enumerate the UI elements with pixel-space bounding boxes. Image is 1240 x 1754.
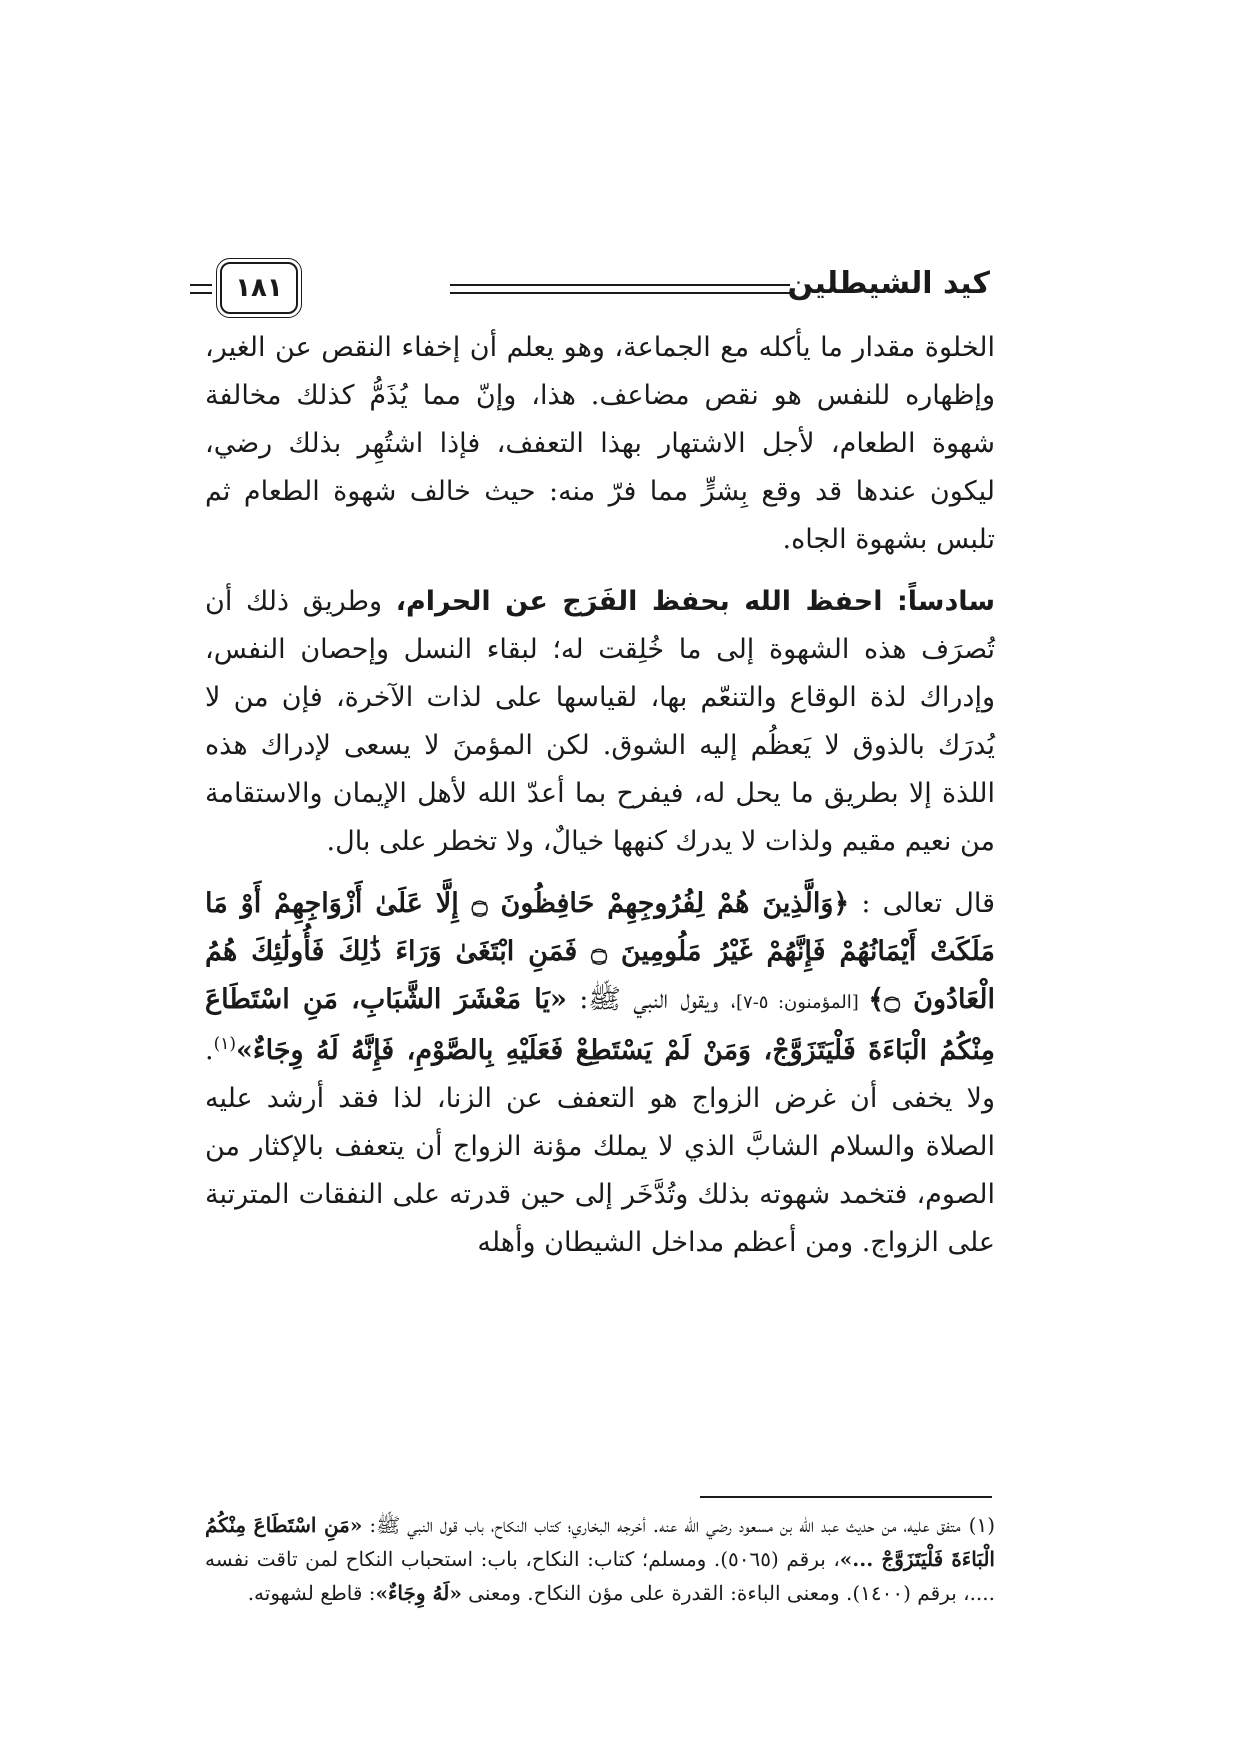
page-number: ١٨١	[220, 262, 298, 314]
footnote-quote-2: «لَهُ وِجَاءٌ»	[375, 1581, 462, 1605]
header-rule-left	[190, 284, 212, 294]
running-title: كيد الشيطلين	[787, 266, 990, 301]
footnote-number: (١)	[968, 1513, 996, 1537]
hadith-intro: ، ويقول النبي ﷺ:	[566, 984, 736, 1015]
hadith-text: «يَا مَعْشَرَ الشَّبَابِ، مَنِ اسْتَطَاعَ مِنْكُمُ الْبَاءَةَ فَلْيَتَزَوَّجْ، وَمَنْ لَمْ يَسْتَطِعْ فَعَلَيْهِ بِالصَّوْمِ، فَإِنَّهُ لَهُ وِجَاءٌ»	[205, 984, 995, 1066]
footnote-text-2: ، برقم (٥٠٦٥). ومسلم؛ كتاب: النكاح، باب: استحباب النكاح لمن تاقت نفسه ....، برقم (١٤٠٠). ومعنى الباءة: القدرة على مؤن النكاح. ومعنى	[205, 1547, 995, 1605]
paragraph-2	[205, 578, 995, 866]
paragraph-1: الخلوة مقدار ما يأكله مع الجماعة، وهو يعلم أن إخفاء النقص عن الغير، وإظهاره للنفس هو نقص مضاعف. هذا، وإنّ مما يُذَمُّ كذلك مخالفة شهوة الطعام، لأجل الاشتهار بهذا التعفف، فإذا اشتُهِر بذلك رضي، ليكون عندها قد وقع بِشرٍّ مما فرّ منه: حيث خالف شهوة الطعام ثم تلبس بشهوة الجاه.	[205, 332, 995, 555]
quran-intro: قال تعالى :	[849, 888, 996, 919]
section-heading: سادساً: احفظ الله بحفظ الفَرَج عن الحرام،	[395, 586, 995, 617]
footnote-text-3: : قاطع لشهوته.	[247, 1581, 376, 1605]
paragraph-3-text: . ولا يخفى أن غرض الزواج هو التعفف عن الزنا، لذا فقد أرشد عليه الصلاة والسلام الشابَّ الذي لا يملك مؤنة الزواج أن يتعفف بالإكثار من الصوم، فتخمد شهوته بذلك وتُدَّخَر إلى حين قدرته على النفقات المترتبة على الزواج. ومن أعظم مداخل الشيطان وأهله	[205, 1035, 995, 1258]
paragraph-2-text: وطريق ذلك أن تُصرَف هذه الشهوة إلى ما خُلِقت له؛ لبقاء النسل وإحصان النفس، وإدراك لذة الوقاع والتنعّم بها، لقياسها على لذات الآخرة، فإن من لا يُدرَك بالذوق لا يَعظُم إليه الشوق. لكن المؤمنَ لا يسعى لإدراك هذه اللذة إلا بطريق ما يحل له، فيفرح بما أعدّ الله لأهل الإيمان والاستقامة من نعيم مقيم ولذات لا يدرك كنهها خيالٌ، ولا تخطر على بال.	[205, 586, 995, 857]
paragraph-3	[205, 880, 995, 1267]
footnote-text-1: متفق عليه، من حديث عبد الله بن مسعود رضي الله عنه. أخرجه البخاري؛ كتاب النكاح، باب قول النبي ﷺ:	[362, 1513, 961, 1537]
main-text	[205, 324, 995, 1281]
footnote-quote-1: «مَنِ اسْتَطَاعَ مِنْكُمُ الْبَاءَةَ فَلْيَتَزَوَّجْ ...»	[205, 1513, 995, 1571]
quran-reference: [المؤمنون: ٥-٧]	[735, 992, 869, 1013]
quran-verse: ﴿وَالَّذِينَ هُمْ لِفُرُوجِهِمْ حَافِظُونَ ۝ إِلَّا عَلَىٰ أَزْوَاجِهِمْ أَوْ مَا مَلَكَتْ أَيْمَانُهُمْ فَإِنَّهُمْ غَيْرُ مَلُومِينَ ۝ فَمَنِ ابْتَغَىٰ وَرَاءَ ذَٰلِكَ فَأُولَٰئِكَ هُمُ الْعَادُونَ ۝﴾	[205, 888, 995, 1015]
footnote	[205, 1508, 995, 1610]
header-rule-right	[450, 284, 790, 294]
footnote-marker: (١)	[213, 1034, 237, 1054]
footnote-separator	[700, 1496, 992, 1498]
page-header	[190, 262, 990, 318]
